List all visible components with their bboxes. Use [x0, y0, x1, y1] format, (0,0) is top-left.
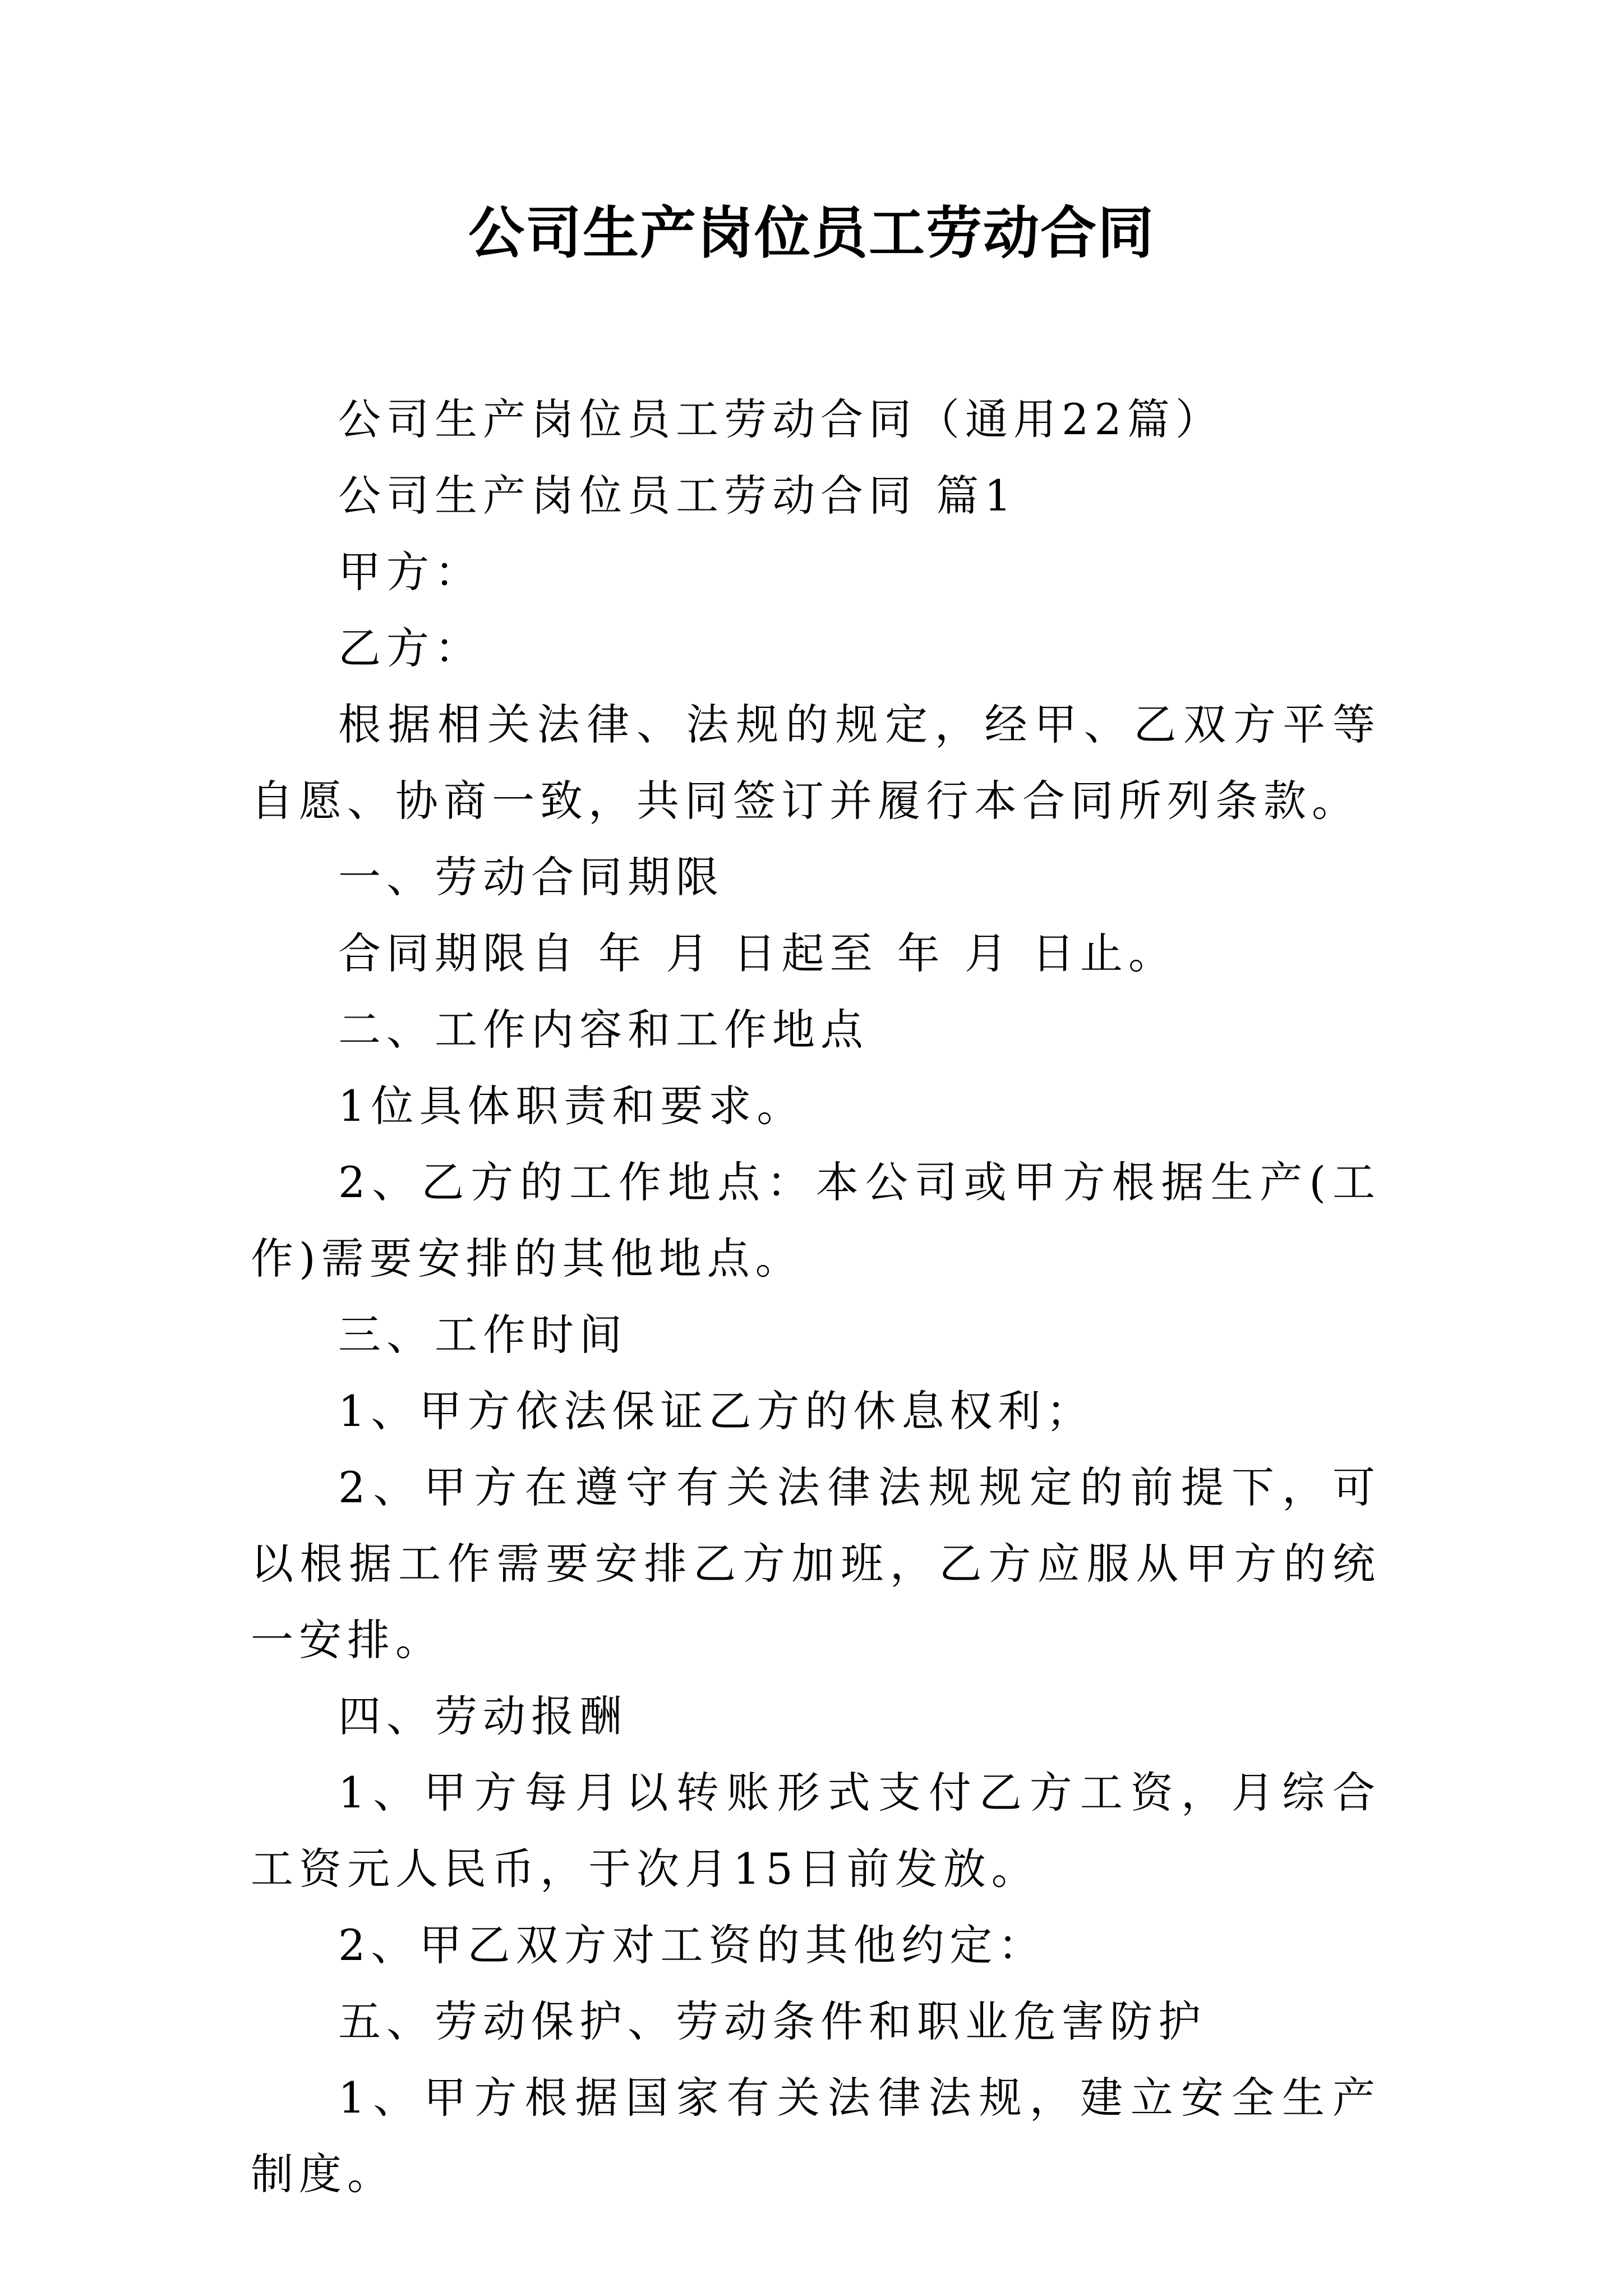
paragraph-duties: 1位具体职责和要求。 [338, 1081, 805, 1131]
paragraph-clause-heading-4: 四、劳动报酬 [338, 1691, 628, 1741]
paragraph-party-b: 乙方： [338, 623, 483, 673]
paragraph-clause-heading-5: 五、劳动保护、劳动条件和职业危害防护 [338, 1996, 1206, 2046]
document-title: 公司生产岗位员工劳动合同 [468, 200, 1155, 266]
paragraph-party-a: 甲方： [338, 547, 483, 597]
paragraph-rest-rights: 1、甲方依法保证乙方的休息权利； [338, 1386, 1095, 1436]
paragraph-subtitle: 公司生产岗位员工劳动合同（通用22篇） [338, 394, 1224, 444]
paragraph-safety-system: 1、甲方根据国家有关法律法规，建立安全生产制度。 [251, 2073, 1381, 2199]
paragraph-section-heading: 公司生产岗位员工劳动合同 篇1 [338, 471, 1017, 521]
paragraph-clause-heading-1: 一、劳动合同期限 [338, 852, 724, 902]
paragraph-clause-heading-2: 二、工作内容和工作地点 [338, 1005, 869, 1055]
paragraph-overtime: 2、甲方在遵守有关法律法规规定的前提下，可以根据工作需要安排乙方加班，乙方应服从甲方的统一安排。 [251, 1462, 1381, 1665]
paragraph-salary-payment: 1、甲方每月以转账形式支付乙方工资，月综合工资元人民币，于次月15日前发放。 [251, 1768, 1381, 1894]
paragraph-preamble: 根据相关法律、法规的规定，经甲、乙双方平等自愿、协商一致，共同签订并履行本合同所列条款。 [251, 700, 1381, 826]
paragraph-salary-other: 2、甲乙双方对工资的其他约定： [338, 1920, 1046, 1970]
paragraph-contract-term: 合同期限自 年 月 日起至 年 月 日止。 [338, 928, 1177, 978]
paragraph-clause-heading-3: 三、工作时间 [338, 1310, 628, 1360]
document-body [251, 381, 1381, 2212]
paragraph-work-location: 2、乙方的工作地点：本公司或甲方根据生产(工作)需要安排的其他地点。 [251, 1157, 1381, 1283]
